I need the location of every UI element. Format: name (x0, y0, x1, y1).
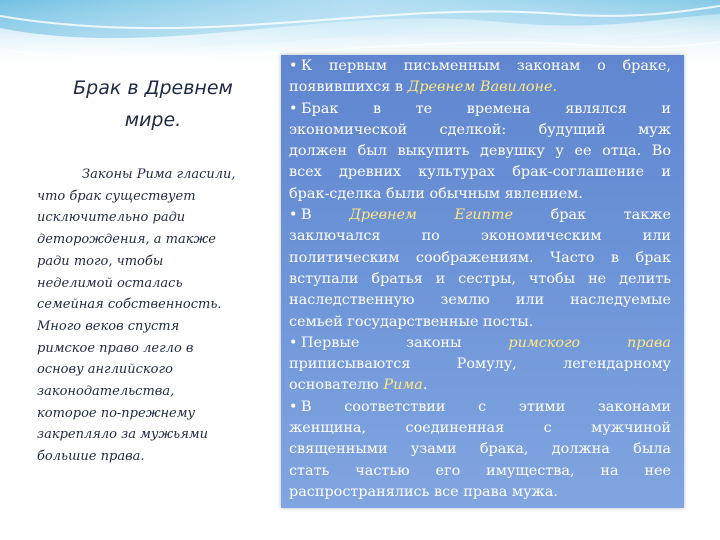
panel-line: всех древних культурах брак-соглашение и (289, 164, 671, 181)
panel-line: вступали братья и сестры, чтобы не делить (289, 270, 671, 287)
bullet-icon: • (289, 207, 298, 224)
left-body-line: Много веков спустя (37, 318, 180, 334)
left-body-text (37, 164, 272, 468)
panel-line (289, 333, 671, 354)
panel-text-span: В соответствии с этими законами (301, 398, 671, 415)
left-body-line: неделимой осталась (37, 275, 183, 291)
left-body-line: закрепляло за мужьями (37, 427, 209, 443)
left-body-line: основу английского (37, 362, 173, 378)
bullet-icon: • (289, 398, 298, 415)
panel-line: приписываются Ромулу, легендарному (289, 356, 671, 373)
panel-line: политическим соображениям. Часто в брак (289, 249, 671, 266)
panel-line: наследственную землю или наследуемые (289, 292, 671, 309)
highlight-egypt: Древнем Египте (349, 207, 514, 224)
panel-line: экономической сделкой: будущий муж (289, 121, 671, 138)
panel-line (289, 56, 671, 77)
panel-text-span: основателю (289, 377, 384, 394)
panel-text-span: брак также (513, 207, 672, 224)
panel-text-span: К первым письменным законам о браке, (301, 58, 671, 74)
left-body-line: римское право легло в (37, 340, 194, 356)
left-body-line: Законы Рима гласили, (82, 167, 236, 182)
panel-line: священными узами брака, должна была (289, 441, 671, 458)
left-title-line-2: мире. (124, 109, 182, 131)
panel-text-span: Первые законы (301, 334, 509, 351)
panel-text-span: В (301, 207, 350, 224)
content-panel-text (289, 56, 671, 503)
panel-text-span: . (422, 377, 428, 394)
panel-line: стать частью его имущества, на нее (289, 462, 671, 479)
panel-line (289, 99, 671, 120)
left-body-line: семейная собственность. (37, 297, 222, 313)
panel-line: брак-сделка были обычным явлением. (289, 185, 583, 202)
left-body-line: исключительно ради (37, 210, 186, 226)
left-body-line: которое по-прежнему (37, 405, 196, 421)
left-body-line: законодательства, (37, 384, 175, 400)
left-body-line: ради того, чтобы (37, 253, 164, 269)
left-title (48, 72, 258, 136)
panel-line (289, 77, 671, 98)
panel-line: семьей государственные посты. (289, 313, 534, 330)
panel-line: женщина, соединенная с мужчиной (289, 420, 671, 437)
left-body-line: деторождения, а также (37, 232, 216, 248)
panel-line: распространялись все права мужа. (289, 483, 558, 500)
panel-text-span: Брак в те времена являлся и (301, 100, 671, 117)
panel-line (289, 397, 671, 418)
highlight-roman-law: римского права (508, 334, 671, 351)
left-body-line: большие права. (37, 449, 145, 465)
panel-line (289, 375, 671, 396)
panel-line (289, 205, 671, 226)
panel-line: должен был выкупить девушку у ее отца. Во (289, 143, 671, 160)
left-title-line-1: Брак в Древнем (73, 77, 233, 99)
bullet-icon: • (289, 334, 298, 351)
highlight-rome: Рима (383, 377, 423, 394)
bullet-icon: • (289, 100, 298, 117)
left-body-line: что брак существует (37, 188, 196, 204)
highlight-babylon: Древнем Вавилоне. (407, 79, 558, 96)
bullet-icon: • (289, 58, 298, 74)
panel-line: заключался по экономическим или (289, 228, 671, 245)
panel-text-span: появившихся в (289, 79, 408, 96)
